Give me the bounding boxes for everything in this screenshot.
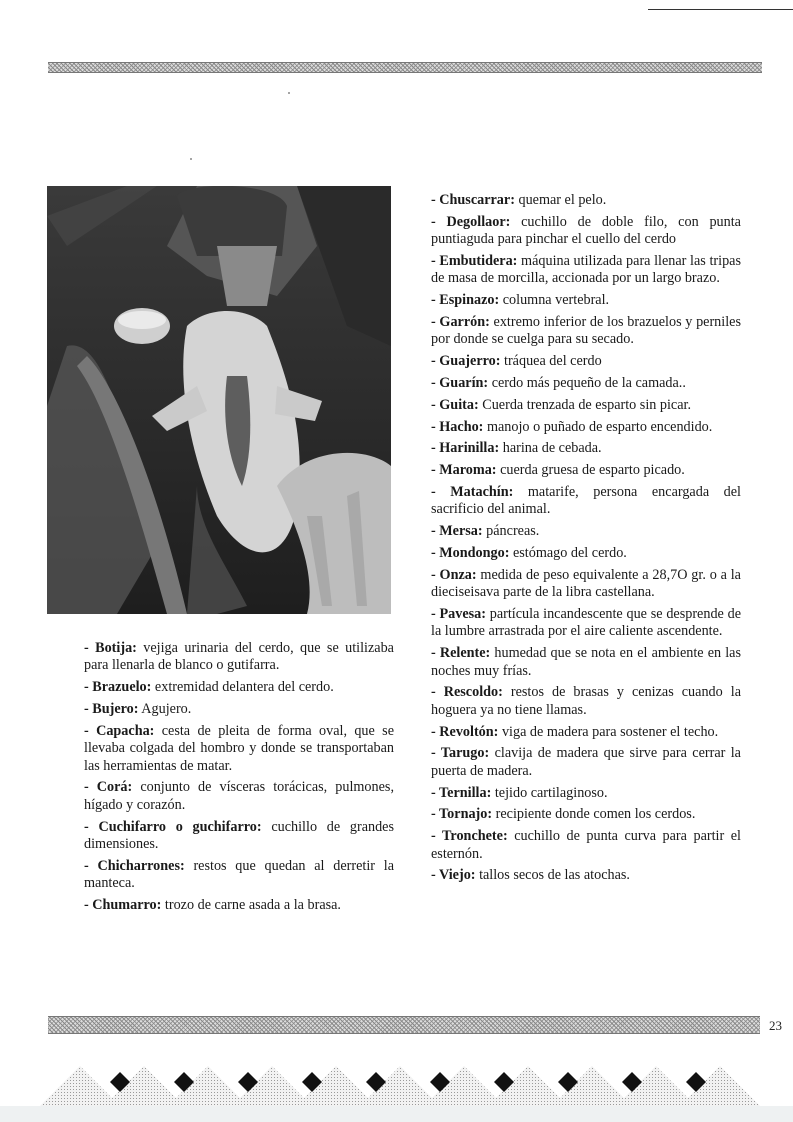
photo-illustration [47,186,391,614]
glossary-definition: harina de cebada. [499,440,602,457]
glossary-definition: conjunto de vísceras torácicas, pulmones, hígado y corazón. [84,779,394,813]
glossary-definition: tráquea del cerdo [500,353,602,370]
glossary-entry [84,779,394,814]
diamond-border-ornament [40,1050,768,1110]
glossary-term: - Ternilla: [431,784,492,801]
glossary-definition: cuerda gruesa de esparto picado. [496,462,685,479]
glossary-entry [431,745,741,780]
glossary-term: - Viejo: [431,867,476,884]
glossary-term: - Capacha: [84,722,155,739]
glossary-entry [431,353,741,370]
glossary-definition: recipiente donde comen los cerdos. [492,806,696,823]
glossary-entry [84,679,394,696]
glossary-term: - Espinazo: [431,292,500,309]
glossary-entry [84,858,394,893]
glossary-definition: máquina utilizada para llenar las tripas de masa de morcilla, accionada por un largo brazo. [431,253,741,287]
glossary-entry [431,645,741,680]
glossary-entry [431,375,741,392]
header-hatched-band [48,62,762,73]
glossary-definition: extremidad delantera del cerdo. [151,679,334,696]
glossary-definition: trozo de carne asada a la brasa. [161,897,341,914]
glossary-definition: cuchillo de punta curva para partir el esternón. [431,828,741,862]
glossary-term: - Garrón: [431,314,490,330]
glossary-term: - Revoltón: [431,723,499,740]
glossary-definition: tejido cartilaginoso. [491,784,608,801]
glossary-entry [431,684,741,719]
pig-slaughter-photo [47,186,391,614]
glossary-term: - Embutidera: [431,253,518,269]
glossary-definition: humedad que se nota en el ambiente en las noches muy frías. [431,645,741,679]
glossary-entry [431,214,741,249]
glossary-entry [84,897,394,914]
glossary-definition: cuchillo de doble filo, con punta puntiaguda para pinchar el cuello del cerdo [431,213,741,248]
glossary-term: - Tarugo: [431,745,490,762]
glossary-term: - Onza: [431,566,477,583]
glossary-entry [431,192,741,209]
footer-hatched-band [48,1016,760,1034]
glossary-term: - Bujero: [84,701,139,717]
glossary-definition: viga de madera para sostener el techo. [498,723,719,740]
footer-diamond-border [40,1050,768,1110]
glossary-entry [431,545,741,562]
glossary-entry [431,806,741,823]
glossary-entry [431,484,741,519]
glossary-term: - Matachín: [431,483,514,500]
glossary-term: - Chuscarrar: [431,192,515,208]
glossary-definition: extremo inferior de los brazuelos y perniles por donde se cuelga para su secado. [431,314,741,348]
glossary-definition: estómago del cerdo. [509,544,627,561]
glossary-term: - Harinilla: [431,440,500,457]
glossary-left-column [84,640,394,919]
glossary-term: - Botija: [84,640,137,656]
glossary-entry [431,724,741,741]
glossary-definition: columna vertebral. [499,292,610,309]
glossary-term: - Relente: [431,645,491,662]
glossary-entry [431,567,741,602]
glossary-definition: páncreas. [482,523,540,540]
glossary-term: - Brazuelo: [84,679,152,696]
glossary-term: - Chicharrones: [84,857,185,874]
glossary-definition: cuchillo de grandes dimensiones. [84,818,395,853]
glossary-term: - Corá: [84,779,133,796]
glossary-definition: partícula incandescente que se desprende de la lumbre arrastrada por el aire caliente ascendente. [431,605,741,640]
glossary-term: - Guita: [431,396,479,413]
glossary-term: - Rescoldo: [431,684,503,701]
print-speck [288,92,290,94]
glossary-term: - Tronchete: [431,828,508,845]
glossary-term: - Mondongo: [431,544,510,561]
glossary-definition: Agujero. [138,701,192,717]
glossary-entry [431,419,741,436]
glossary-term: - Guajerro: [431,353,501,370]
glossary-entry [431,440,741,457]
glossary-entry [431,314,741,349]
glossary-entry [431,397,741,414]
glossary-term: - Guarín: [431,375,489,391]
page-bottom-edge [0,1106,793,1122]
glossary-definition: Cuerda trenzada de esparto sin picar. [478,396,692,413]
glossary-term: - Tornajo: [431,806,493,823]
glossary-definition: matarife, persona encargada del sacrificio del animal. [431,483,741,518]
glossary-definition: cesta de pleita de forma oval, que se llevaba colgada del hombro y donde se transportaban las herramientas de matar. [84,722,394,774]
glossary-entry [431,785,741,802]
glossary-definition: restos de brasas y cenizas cuando la hoguera ya no tiene llamas. [431,684,741,718]
glossary-definition: tallos secos de las atochas. [475,867,630,884]
glossary-entry [431,292,741,309]
glossary-definition: vejiga urinaria del cerdo, que se utilizaba para llenarla de blanco o gutifarra. [84,640,394,674]
glossary-entry [431,606,741,641]
glossary-term: - Degollaor: [431,213,511,230]
glossary-definition: manojo o puñado de esparto encendido. [483,418,713,435]
glossary-entry [84,723,394,775]
glossary-right-column [431,192,741,889]
glossary-definition: clavija de madera que sirve para cerrar la puerta de madera. [431,745,741,779]
glossary-term: - Pavesa: [431,605,486,622]
glossary-term: - Chumarro: [84,897,162,914]
glossary-definition: medida de peso equivalente a 28,7O gr. o a la dieciseisava parte de la libra castellana. [431,566,741,601]
glossary-term: - Mersa: [431,523,483,540]
glossary-definition: cerdo más pequeño de la camada.. [488,375,686,391]
glossary-entry [431,253,741,288]
page-number: 23 [769,1018,782,1033]
top-corner-rule [648,9,793,10]
glossary-term: - Maroma: [431,462,497,479]
glossary-entry [431,828,741,863]
glossary-entry [431,523,741,540]
glossary-entry [431,867,741,884]
glossary-entry [431,462,741,479]
glossary-entry [84,701,394,718]
glossary-entry [84,640,394,675]
glossary-definition: quemar el pelo. [514,192,607,208]
glossary-term: - Cuchifarro o guchifarro: [84,818,262,835]
glossary-term: - Hacho: [431,418,484,435]
print-speck [190,158,192,160]
glossary-definition: restos que quedan al derretir la manteca. [84,857,394,892]
glossary-entry [84,819,394,854]
